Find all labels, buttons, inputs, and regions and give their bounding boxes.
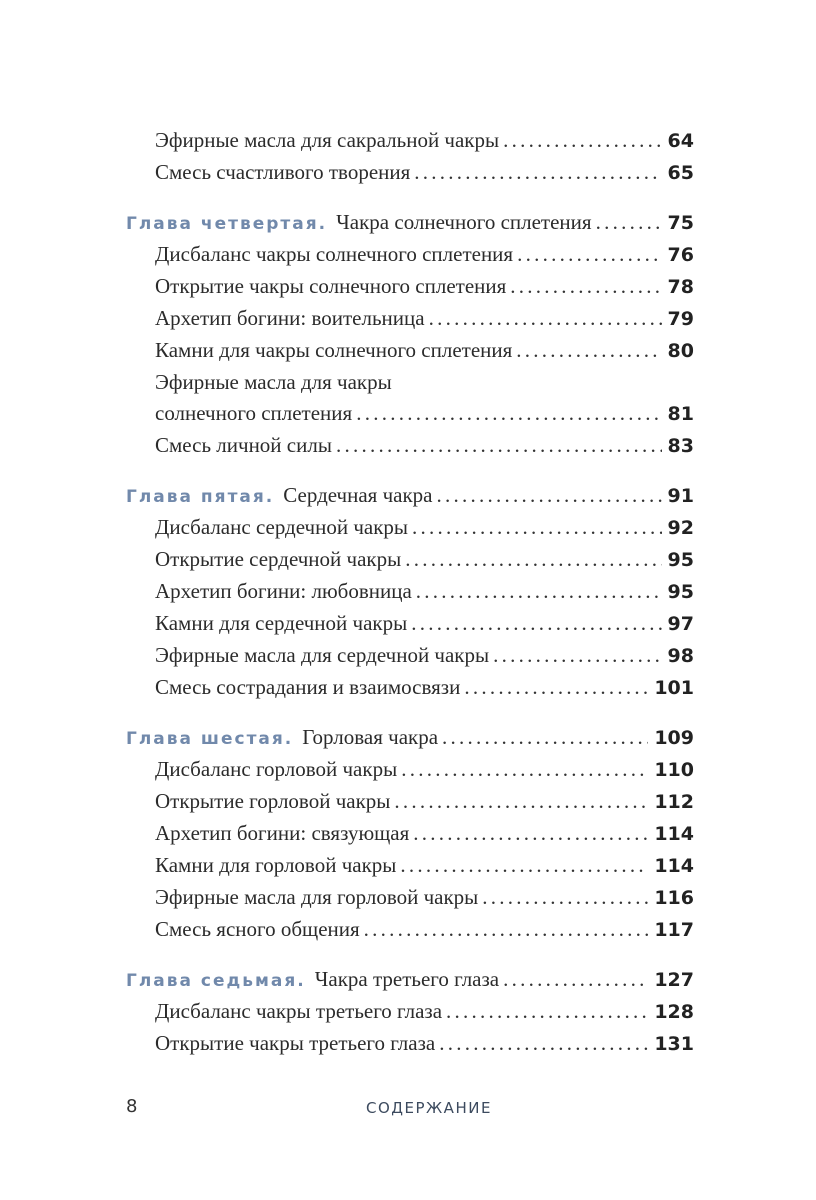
entry-title: солнечного сплетения [155, 401, 353, 425]
entry-page-number: 81 [667, 403, 694, 425]
entry-page-number: 116 [654, 887, 694, 909]
entry-title: Открытие чакры солнечного сплетения [155, 274, 507, 298]
entry-page-number: 83 [667, 435, 694, 457]
toc-entry-row[interactable] [126, 302, 694, 334]
dot-leader [510, 270, 661, 302]
toc-entry-row[interactable] [126, 753, 694, 785]
running-header-section-title: СОДЕРЖАНИЕ [366, 1099, 492, 1117]
entry-page-number: 79 [667, 308, 694, 330]
toc-chapter-row[interactable] [126, 206, 694, 238]
table-of-contents [126, 124, 694, 1077]
entry-page-number: 76 [667, 244, 694, 266]
toc-entry-row[interactable] [126, 881, 694, 913]
toc-entry-row[interactable] [126, 124, 694, 156]
entry-title: Смесь ясного общения [155, 917, 360, 941]
entry-page-number: 65 [667, 162, 694, 184]
entry-page-number: 114 [654, 823, 694, 845]
entry-page-number: 95 [667, 549, 694, 571]
entry-page-number: 95 [667, 581, 694, 603]
toc-entry-row[interactable] [126, 511, 694, 543]
chapter-page-number: 109 [654, 727, 694, 749]
entry-title: Архетип богини: воительница [155, 306, 425, 330]
toc-entry-row[interactable] [126, 607, 694, 639]
dot-leader [429, 302, 662, 334]
chapter-label: Глава шестая. [126, 729, 294, 749]
entry-title: Дисбаланс сердечной чакры [155, 515, 409, 539]
dot-leader [336, 429, 662, 461]
chapter-label: Глава пятая. [126, 487, 275, 507]
dot-leader [503, 124, 661, 156]
entry-title: Архетип богини: любовница [155, 579, 412, 603]
dot-leader [442, 721, 648, 753]
entry-title: Эфирные масла для сакральной чакры [155, 128, 500, 152]
entry-page-number: 64 [667, 130, 694, 152]
dot-leader [493, 639, 661, 671]
dot-leader [414, 156, 661, 188]
toc-chapter-group [126, 206, 694, 461]
entry-title: Эфирные масла для сердечной чакры [155, 643, 490, 667]
dot-leader [401, 753, 648, 785]
entry-page-number: 114 [654, 855, 694, 877]
chapter-label: Глава седьмая. [126, 971, 306, 991]
entry-title: Камни для чакры солнечного сплетения [155, 338, 513, 362]
toc-chapter-group [126, 479, 694, 703]
toc-chapter-row[interactable] [126, 721, 694, 753]
entry-page-number: 110 [654, 759, 694, 781]
dot-leader [482, 881, 648, 913]
entry-page-number: 78 [667, 276, 694, 298]
toc-entry-row[interactable] [126, 1027, 694, 1059]
toc-chapter-group [126, 963, 694, 1059]
entry-page-number: 98 [667, 645, 694, 667]
dot-leader [394, 785, 648, 817]
chapter-page-number: 127 [654, 969, 694, 991]
entry-title-line1: Эфирные масла для чакры [155, 370, 392, 394]
dot-leader [400, 849, 648, 881]
entry-page-number: 92 [667, 517, 694, 539]
entry-page-number: 97 [667, 613, 694, 635]
entry-title: Эфирные масла для горловой чакры [155, 885, 479, 909]
dot-leader [439, 1027, 648, 1059]
entry-page-number: 128 [654, 1001, 694, 1023]
chapter-title: Чакра третьего глаза [314, 967, 500, 991]
toc-entry-row[interactable] [126, 429, 694, 461]
entry-title: Открытие горловой чакры [155, 789, 391, 813]
entry-title: Дисбаланс чакры солнечного сплетения [155, 242, 514, 266]
toc-chapter-group [126, 124, 694, 188]
chapter-title: Горловая чакра [302, 725, 439, 749]
entry-title: Открытие чакры третьего глаза [155, 1031, 436, 1055]
toc-entry-row[interactable] [126, 639, 694, 671]
toc-entry-row[interactable] [126, 817, 694, 849]
chapter-title: Чакра солнечного сплетения [336, 210, 592, 234]
toc-chapter-row[interactable] [126, 963, 694, 995]
toc-entry-row[interactable] [126, 270, 694, 302]
dot-leader [356, 397, 661, 429]
dot-leader [416, 575, 662, 607]
dot-leader [413, 817, 648, 849]
dot-leader [446, 995, 648, 1027]
toc-entry-row[interactable] [126, 575, 694, 607]
dot-leader [412, 511, 662, 543]
dot-leader [411, 607, 661, 639]
dot-leader [503, 963, 648, 995]
entry-page-number: 112 [654, 791, 694, 813]
toc-entry-row[interactable] [126, 671, 694, 703]
chapter-label: Глава четвертая. [126, 214, 328, 234]
entry-title: Дисбаланс чакры третьего глаза [155, 999, 443, 1023]
entry-page-number: 80 [667, 340, 694, 362]
toc-entry-row[interactable] [126, 995, 694, 1027]
toc-entry-row[interactable] [126, 334, 694, 366]
toc-chapter-group [126, 721, 694, 945]
toc-entry-row[interactable] [126, 785, 694, 817]
dot-leader [516, 334, 661, 366]
dot-leader [364, 913, 649, 945]
entry-title: Смесь сострадания и взаимосвязи [155, 675, 461, 699]
entry-page-number: 101 [654, 677, 694, 699]
dot-leader [405, 543, 661, 575]
chapter-page-number: 91 [667, 485, 694, 507]
page-number: 8 [126, 1096, 138, 1117]
dot-leader [437, 479, 662, 511]
entry-page-number: 131 [654, 1033, 694, 1055]
toc-entry-row[interactable] [126, 238, 694, 270]
entry-page-number: 117 [654, 919, 694, 941]
entry-title: Дисбаланс горловой чакры [155, 757, 398, 781]
dot-leader [464, 671, 648, 703]
toc-entry-row[interactable] [126, 156, 694, 188]
toc-chapter-row[interactable] [126, 479, 694, 511]
chapter-title: Сердечная чакра [283, 483, 433, 507]
entry-title: Открытие сердечной чакры [155, 547, 402, 571]
toc-entry-row[interactable] [126, 849, 694, 881]
toc-entry-row[interactable] [126, 543, 694, 575]
entry-title: Архетип богини: связующая [155, 821, 410, 845]
entry-title: Камни для горловой чакры [155, 853, 397, 877]
dot-leader [517, 238, 661, 270]
toc-entry-row[interactable] [126, 397, 694, 429]
entry-title: Смесь личной силы [155, 433, 332, 457]
dot-leader [596, 206, 662, 238]
chapter-page-number: 75 [667, 212, 694, 234]
entry-title: Камни для сердечной чакры [155, 611, 408, 635]
toc-entry-row[interactable] [126, 913, 694, 945]
entry-title: Смесь счастливого творения [155, 160, 411, 184]
toc-entry-first-line[interactable] [126, 366, 694, 397]
